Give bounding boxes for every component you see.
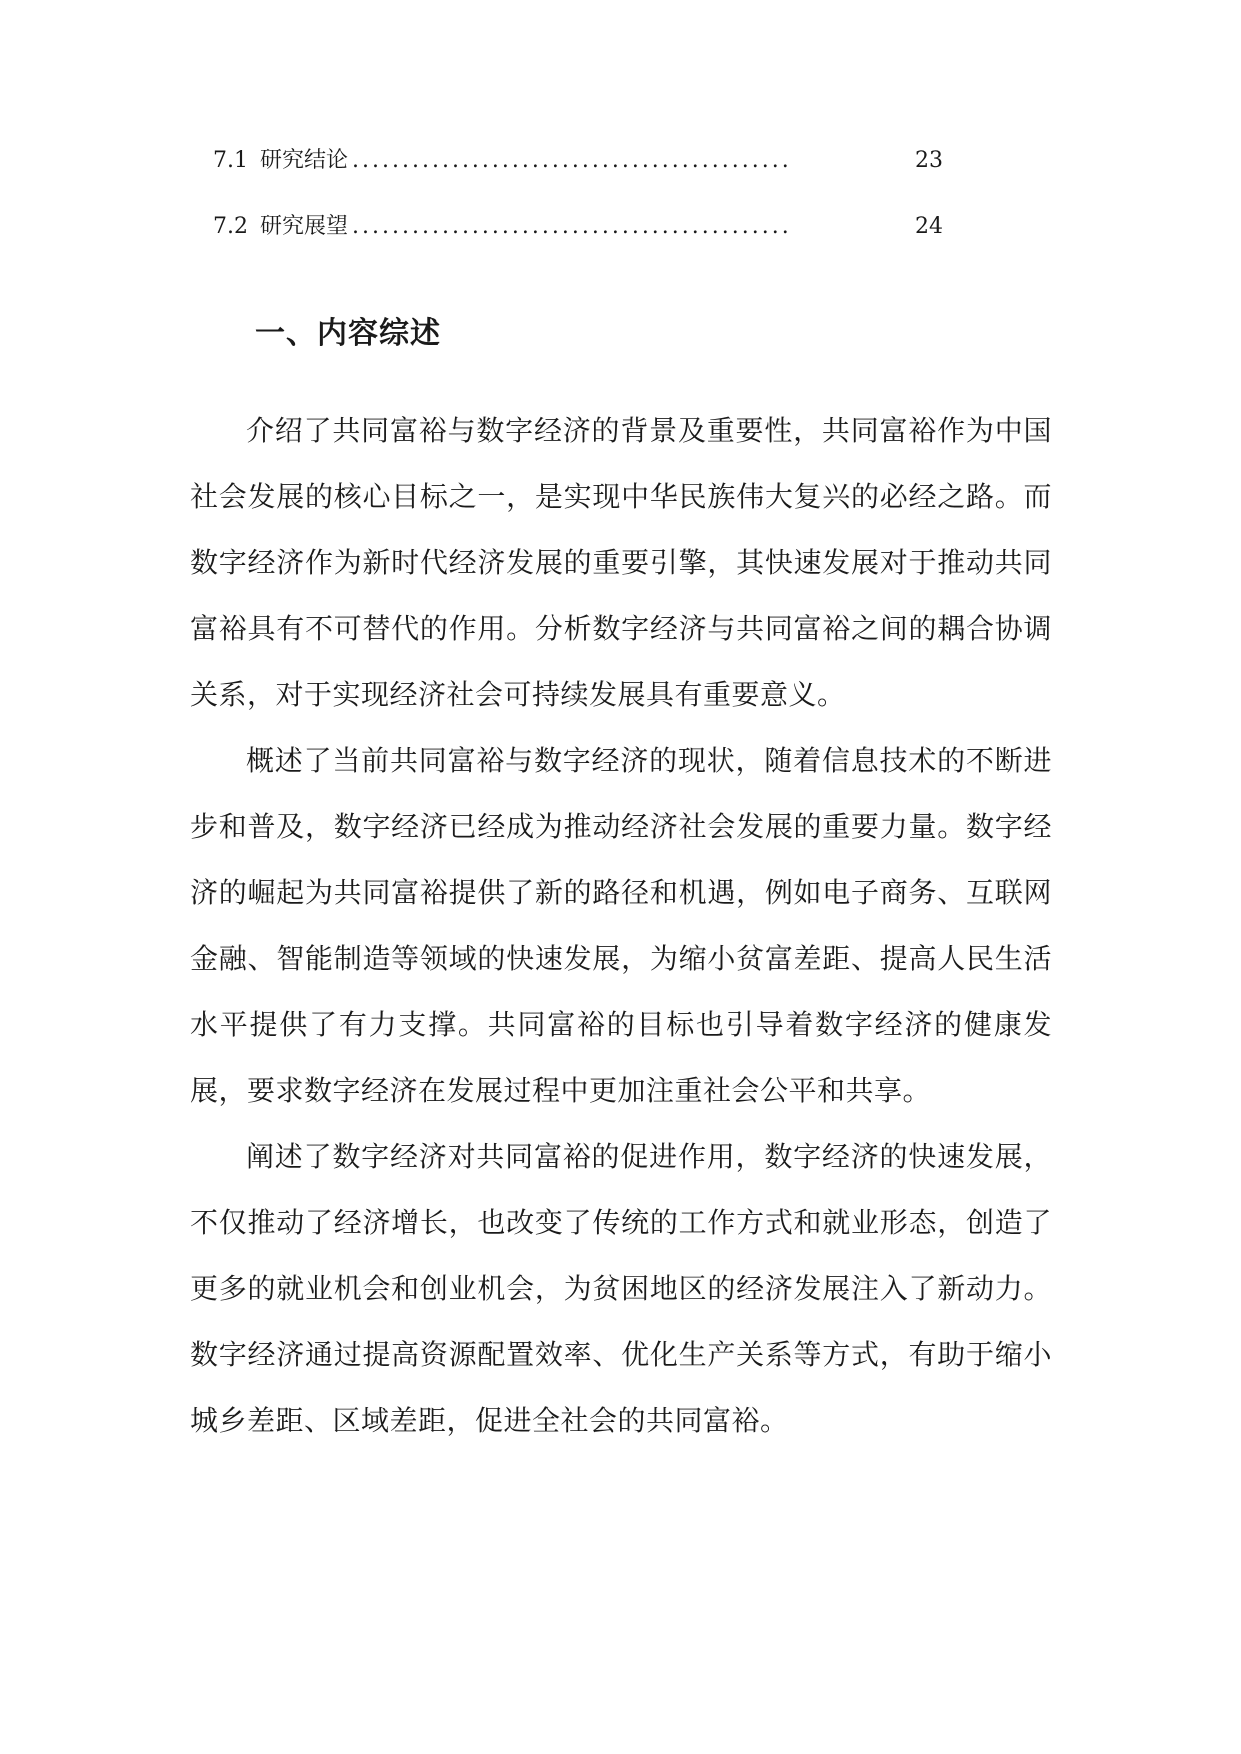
toc-entry-leader: ............................................ [352, 214, 792, 239]
toc-entry-number: 7.2 [213, 214, 248, 239]
toc-entry[interactable] [213, 146, 943, 212]
section-body [190, 398, 1052, 1454]
toc-entry-title: 研究展望 [260, 214, 349, 239]
toc-entry-title: 研究结论 [260, 148, 349, 173]
toc-entry-page: 24 [915, 214, 943, 239]
toc-entry-page: 23 [915, 148, 943, 173]
toc-entry-leader: ............................................ [352, 148, 792, 173]
toc-entry-number: 7.1 [213, 148, 248, 173]
body-paragraph: 介绍了共同富裕与数字经济的背景及重要性，共同富裕作为中国社会发展的核心目标之一，是实现中华民族伟大复兴的必经之路。而数字经济作为新时代经济发展的重要引擎，其快速发展对于推动共同富裕具有不可替代的作用。分析数字经济与共同富裕之间的耦合协调关系，对于实现经济社会可持续发展具有重要意义。 [190, 414, 1052, 711]
section-heading: 一、内容综述 [255, 316, 441, 351]
body-paragraph: 阐述了数字经济对共同富裕的促进作用，数字经济的快速发展，不仅推动了经济增长，也改变了传统的工作方式和就业形态，创造了更多的就业机会和创业机会，为贫困地区的经济发展注入了新动力。数字经济通过提高资源配置效率、优化生产关系等方式，有助于缩小城乡差距、区域差距，促进全社会的共同富裕。 [190, 1140, 1052, 1437]
toc-entry[interactable] [213, 212, 943, 278]
table-of-contents [213, 146, 943, 278]
body-paragraph: 概述了当前共同富裕与数字经济的现状，随着信息技术的不断进步和普及，数字经济已经成为推动经济社会发展的重要力量。数字经济的崛起为共同富裕提供了新的路径和机遇，例如电子商务、互联网金融、智能制造等领域的快速发展，为缩小贫富差距、提高人民生活水平提供了有力支撑。共同富裕的目标也引导着数字经济的健康发展，要求数字经济在发展过程中更加注重社会公平和共享。 [190, 744, 1052, 1107]
